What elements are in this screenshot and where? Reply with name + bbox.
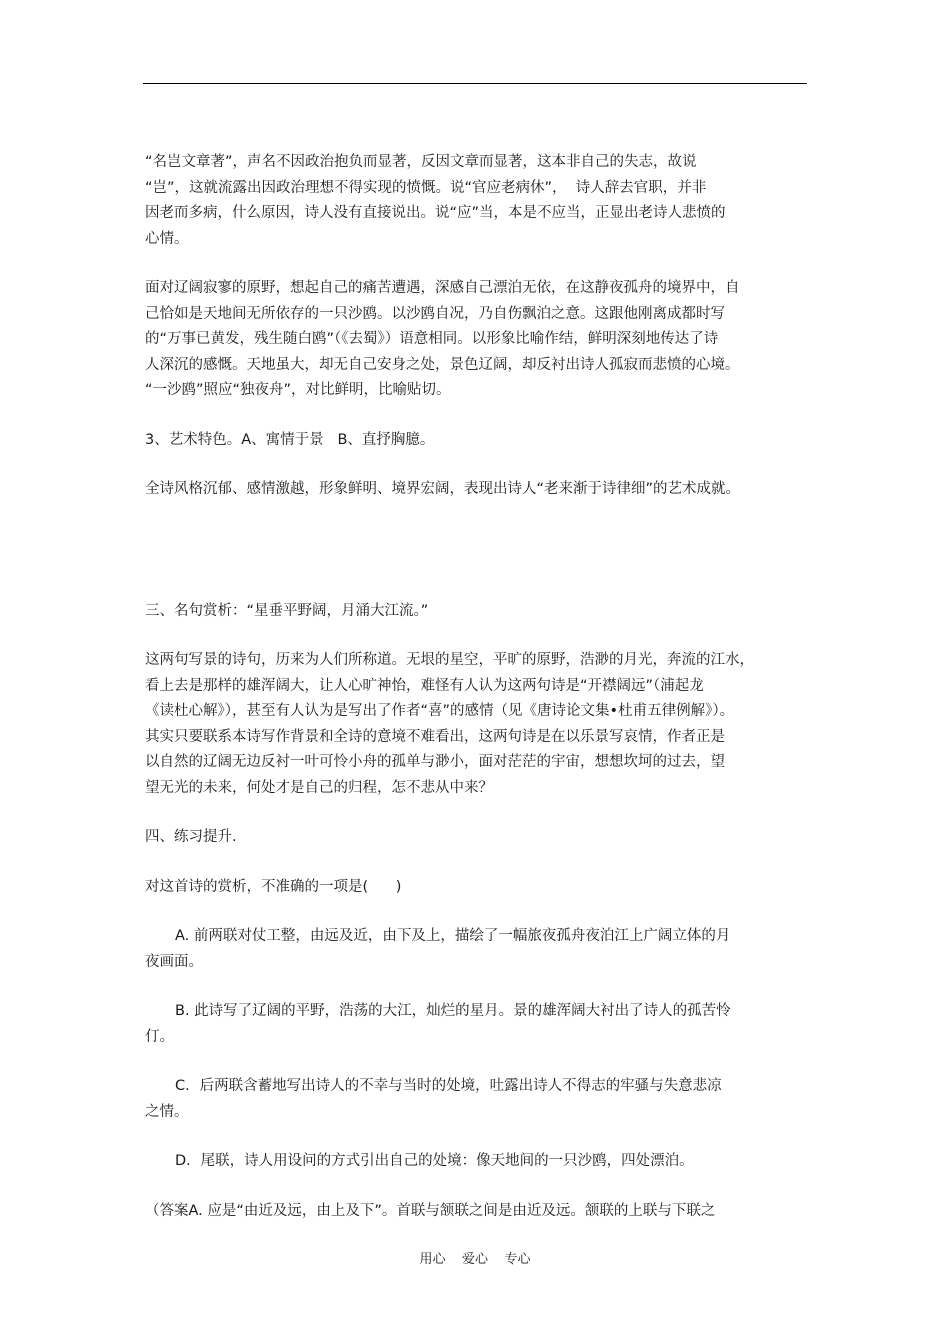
text-line: 之情。 — [145, 1103, 189, 1120]
option-c — [145, 1074, 817, 1125]
page-footer: 用心 爱心 专心 — [419, 1252, 531, 1267]
text-line: 的“万事已黄发，残生随白鸥”（《去蜀》）语意相同。以形象比喻作结，鲜明深刻地传达了诗 — [145, 331, 719, 347]
text-line: “名岂文章著”，声名不因政治抱负而显著，反因文章而显著，这本非自己的失志，故说 — [145, 154, 697, 170]
text-line: 其实只要联系本诗写作背景和全诗的意境不难看出，这两句诗是在以乐景写哀情，作者正是 — [145, 728, 725, 745]
text-line: 仃。 — [145, 1028, 174, 1045]
option-a — [145, 924, 817, 975]
text-line: 《读杜心解》），甚至有人认为是写出了作者“喜”的感情（见《唐诗论文集•杜甫五律例解》）。 — [145, 703, 735, 719]
paragraph-mingqi — [145, 150, 817, 252]
text-line: 因老而多病，什么原因，诗人没有直接说出。说“应”当，本是不应当，正显出老诗人悲愤的 — [145, 205, 726, 221]
paragraph-shaou — [145, 276, 817, 404]
text-line: 己恰如是天地间无所依存的一只沙鸥。以沙鸥自况，乃自伤飘泊之意。这跟他刚离成都时写 — [145, 305, 725, 322]
section-heading-practice: 四、练习提升. — [145, 829, 237, 845]
text-line: A. 前两联对仗工整，由远及近，由下及上，描绘了一幅旅夜孤舟夜泊江上广阔立体的月 — [175, 928, 731, 944]
section-heading-famous-lines: 三、名句赏析：“星垂平野阔，月涌大江流。” — [145, 602, 429, 619]
paragraph-famous-lines-analysis — [145, 648, 817, 801]
text-line: 人深沉的感慨。天地虽大，却无自己安身之处，景色辽阔，却反衬出诗人孤寂而悲愤的心境。 — [145, 356, 740, 373]
question-stem: 对这首诗的赏析，不准确的一项是( ) — [145, 878, 402, 895]
text-line: 面对辽阔寂寥的原野，想起自己的痛苦遭遇，深感自己漂泊无依，在这静夜孤舟的境界中，自 — [145, 280, 740, 296]
text-line: 看上去是那样的雄浑阔大，让人心旷神怡，难怪有人认为这两句诗是“开襟阔远”（浦起龙 — [145, 677, 704, 694]
text-line: “岂”，这就流露出因政治理想不得实现的愤慨。说“官应老病休”， 诗人辞去官职，并非 — [145, 179, 707, 196]
header-rule — [143, 83, 807, 84]
document-body — [145, 150, 817, 1224]
art-features-heading: 3、艺术特色。A、寓情于景 B、直抒胸臆。 — [145, 431, 435, 448]
text-line: 夜画面。 — [145, 953, 203, 970]
text-line: 这两句写景的诗句，历来为人们所称道。无垠的星空，平旷的原野，浩渺的月光，奔流的江水， — [145, 652, 754, 668]
option-b — [145, 999, 817, 1050]
text-line: “一沙鸥”照应“独夜舟”，对比鲜明，比喻贴切。 — [145, 382, 451, 398]
text-line: C．后两联含蓄地写出诗人的不幸与当时的处境，吐露出诗人不得志的牢骚与失意悲凉 — [175, 1078, 722, 1094]
option-d: D．尾联，诗人用设问的方式引出自己的处境：像天地间的一只沙鸥，四处漂泊。 — [175, 1153, 694, 1169]
text-line: 心情。 — [145, 230, 189, 247]
text-line: 以自然的辽阔无边反衬一叶可怜小舟的孤单与渺小，面对茫茫的宇宙，想想坎坷的过去，望 — [145, 754, 725, 770]
answer-explanation: （答案A. 应是“由近及远，由上及下”。首联与颔联之间是由近及远。颔联的上联与下联之 — [145, 1202, 716, 1219]
paragraph-style-summary: 全诗风格沉郁、感情激越，形象鲜明、境界宏阔，表现出诗人“老来渐于诗律细”的艺术成就。 — [145, 481, 741, 497]
text-line: 望无光的未来，何处才是自己的归程，怎不悲从中来？ — [145, 779, 493, 796]
text-line: B. 此诗写了辽阔的平野，浩荡的大江，灿烂的星月。景的雄浑阔大衬出了诗人的孤苦怜 — [175, 1003, 731, 1019]
